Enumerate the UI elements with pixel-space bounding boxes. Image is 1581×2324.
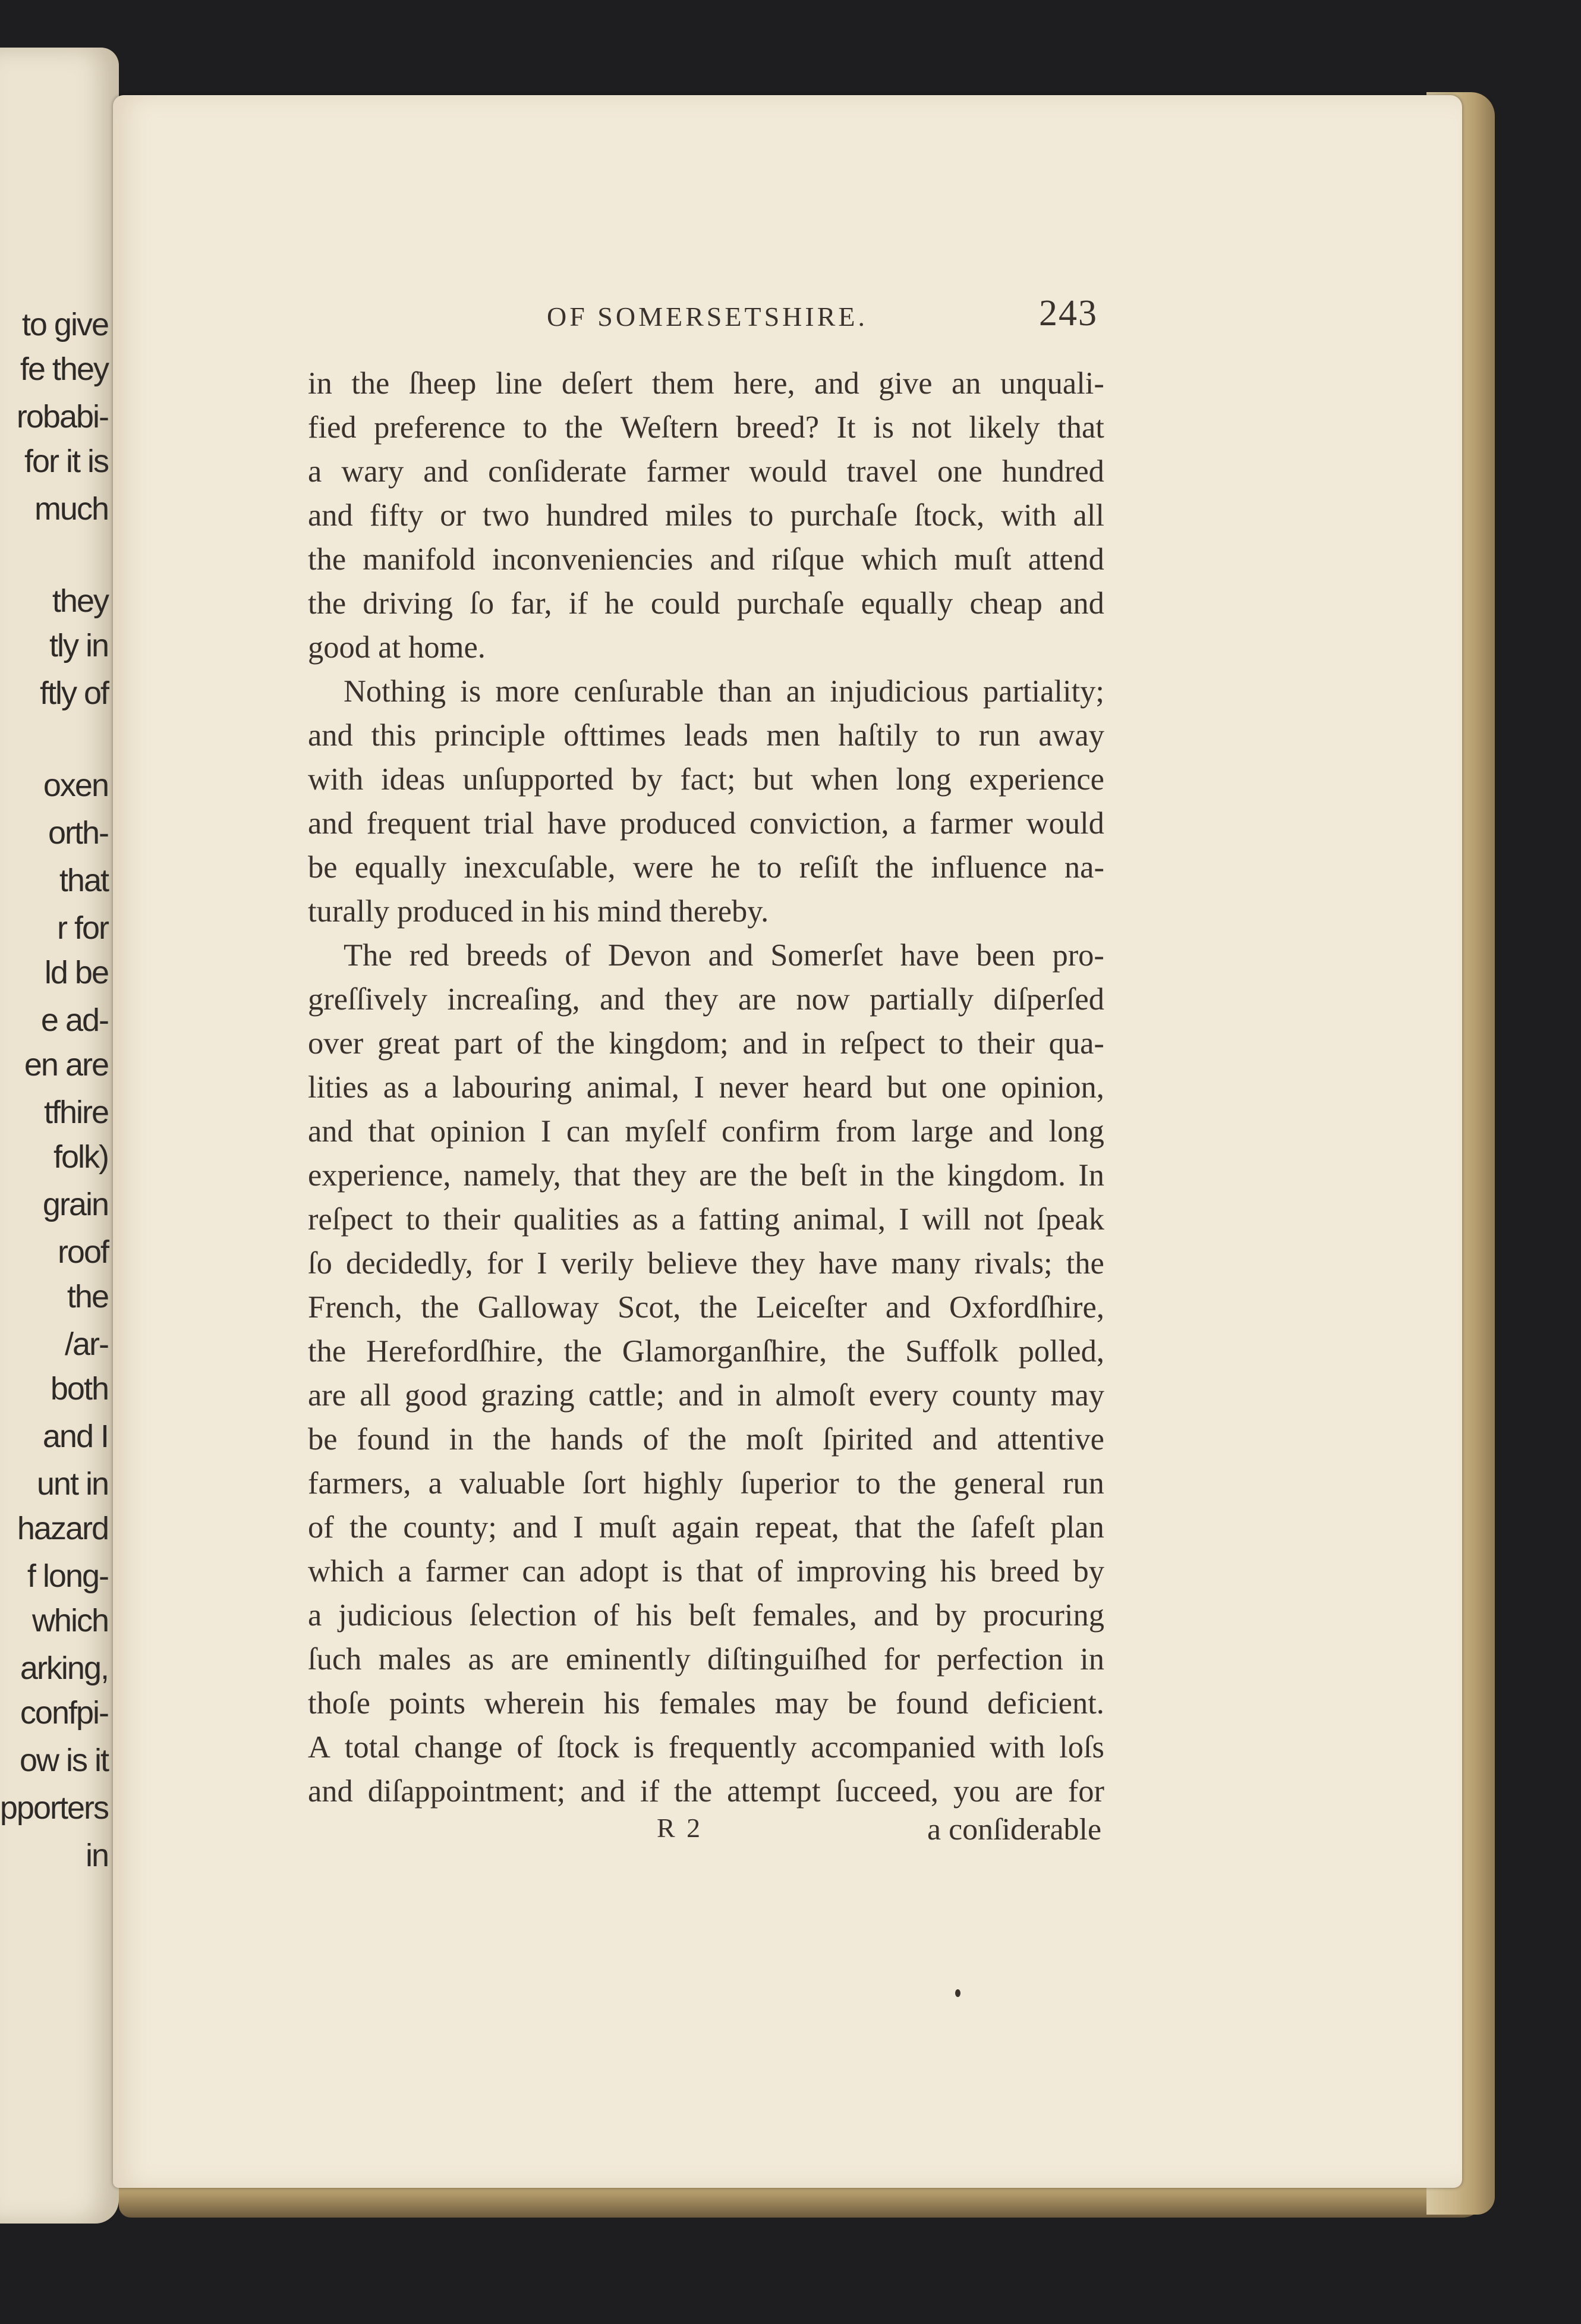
left-page-fragment: robabi- — [16, 399, 108, 435]
text-line: French, the Galloway Scot, the Leiceſter and Oxfordſhire, — [308, 1290, 1104, 1325]
text-line: and that opinion I can myſelf confirm from large and long — [308, 1114, 1104, 1149]
text-line: be found in the hands of the moſt ſpirited and attentive — [308, 1422, 1104, 1457]
left-page-fragment: the — [67, 1279, 108, 1314]
text-line: over great part of the kingdom; and in reſpect to their qua- — [308, 1026, 1104, 1061]
text-line: The red breeds of Devon and Somerſet have been pro- — [344, 938, 1104, 973]
left-page-fragment: both — [50, 1371, 108, 1407]
left-page-fragment: unt in — [36, 1466, 108, 1502]
left-page-fragment: e ad- — [40, 1002, 108, 1038]
text-line: be equally inexcuſable, were he to reſiſt the influence na- — [308, 850, 1104, 885]
text-line: Nothing is more cenſurable than an injudicious partiality; — [344, 674, 1104, 709]
text-line: which a farmer can adopt is that of improving his breed by — [308, 1554, 1104, 1589]
text-line: ſo decidedly, for I verily believe they have many rivals; the — [308, 1246, 1104, 1281]
left-page-fragment: arking, — [20, 1650, 108, 1686]
page-footer — [0, 1812, 1581, 1854]
text-line: in the ſheep line deſert them here, and give an unquali- — [308, 366, 1104, 401]
left-page-fragment: to give — [21, 307, 108, 342]
text-line: with ideas unſupported by fact; but when long experience — [308, 762, 1104, 797]
page-number: 243 — [1039, 293, 1098, 334]
text-line: the manifold inconveniencies and riſque which muſt attend — [308, 542, 1104, 577]
ink-speck — [955, 1989, 960, 1997]
left-page-fragment: that — [59, 863, 108, 898]
left-page-fragment: in — [85, 1838, 108, 1873]
text-line: and fifty or two hundred miles to purchaſe ſtock, with all — [308, 498, 1104, 533]
text-line: and diſappointment; and if the attempt ſucceed, you are for — [308, 1774, 1104, 1809]
left-page-fragment: folk) — [53, 1139, 108, 1175]
left-page-fragment: for it is — [24, 444, 108, 479]
left-page-fragment: /ar- — [65, 1326, 108, 1362]
text-line: a judicious ſelection of his beſt females, and by procuring — [308, 1598, 1104, 1633]
text-line: a wary and conſiderate farmer would travel one hundred — [308, 454, 1104, 489]
left-page-fragment: they — [52, 583, 108, 619]
text-line: turally produced in his mind thereby. — [308, 894, 769, 929]
text-line: reſpect to their qualities as a fatting animal, I will not ſpeak — [308, 1202, 1104, 1237]
text-line: experience, namely, that they are the beſt in the kingdom. In — [308, 1158, 1104, 1193]
left-page-fragment: r for — [56, 910, 108, 946]
left-page-fragment: which — [32, 1603, 108, 1639]
left-page-fragment: grain — [42, 1187, 108, 1222]
text-line: greſſively increaſing, and they are now partially diſperſed — [308, 982, 1104, 1017]
left-page-fragment: and I — [42, 1419, 108, 1454]
text-line: and this principle ofttimes leads men haſtily to run away — [308, 718, 1104, 753]
text-line: the driving ſo far, if he could purchaſe equally cheap and — [308, 586, 1104, 621]
left-page-fragment: f long- — [27, 1558, 108, 1594]
text-line: and frequent trial have produced conviction, a farmer would — [308, 806, 1104, 841]
left-page-fragment: fe they — [20, 351, 108, 387]
left-page-fragment: confpi- — [20, 1695, 108, 1731]
running-title: OF SOMERSETSHIRE. — [547, 301, 868, 332]
left-page-fragment: much — [34, 491, 108, 527]
text-line: lities as a labouring animal, I never heard but one opinion, — [308, 1070, 1104, 1105]
text-line: farmers, a valuable ſort highly ſuperior to the general run — [308, 1466, 1104, 1501]
text-line: ſuch males as are eminently diſtinguiſhed for perfection in — [308, 1642, 1104, 1677]
left-page-fragment: pporters — [0, 1790, 108, 1826]
signature-mark: R 2 — [657, 1813, 703, 1843]
text-line: thoſe points wherein his females may be found deficient. — [308, 1686, 1104, 1721]
text-line: A total change of ſtock is frequently accompanied with loſs — [308, 1730, 1104, 1765]
left-page-fragment: oxen — [43, 768, 108, 803]
left-page-fragment: roof — [57, 1234, 108, 1270]
left-page-fragment: tly in — [49, 628, 108, 663]
left-page-fragment: en are — [24, 1047, 108, 1083]
text-line: the Herefordſhire, the Glamorganſhire, the Suffolk polled, — [308, 1334, 1104, 1369]
catchword: a conſiderable — [927, 1813, 1102, 1847]
left-page-fragment: ld be — [44, 955, 108, 990]
text-line: good at home. — [308, 630, 486, 665]
text-line: of the county; and I muſt again repeat, that the ſafeſt plan — [308, 1510, 1104, 1545]
left-page-fragment: tfhire — [43, 1095, 108, 1130]
text-line: fied preference to the Weſtern breed? It is not likely that — [308, 410, 1104, 445]
left-page-fragment: ow is it — [19, 1743, 108, 1778]
left-page-fragment: hazard — [17, 1511, 108, 1546]
text-line: are all good grazing cattle; and in almoſt every county may — [308, 1378, 1104, 1413]
left-page-fragment: orth- — [48, 815, 108, 851]
left-page-fragment: ftly of — [39, 675, 108, 711]
